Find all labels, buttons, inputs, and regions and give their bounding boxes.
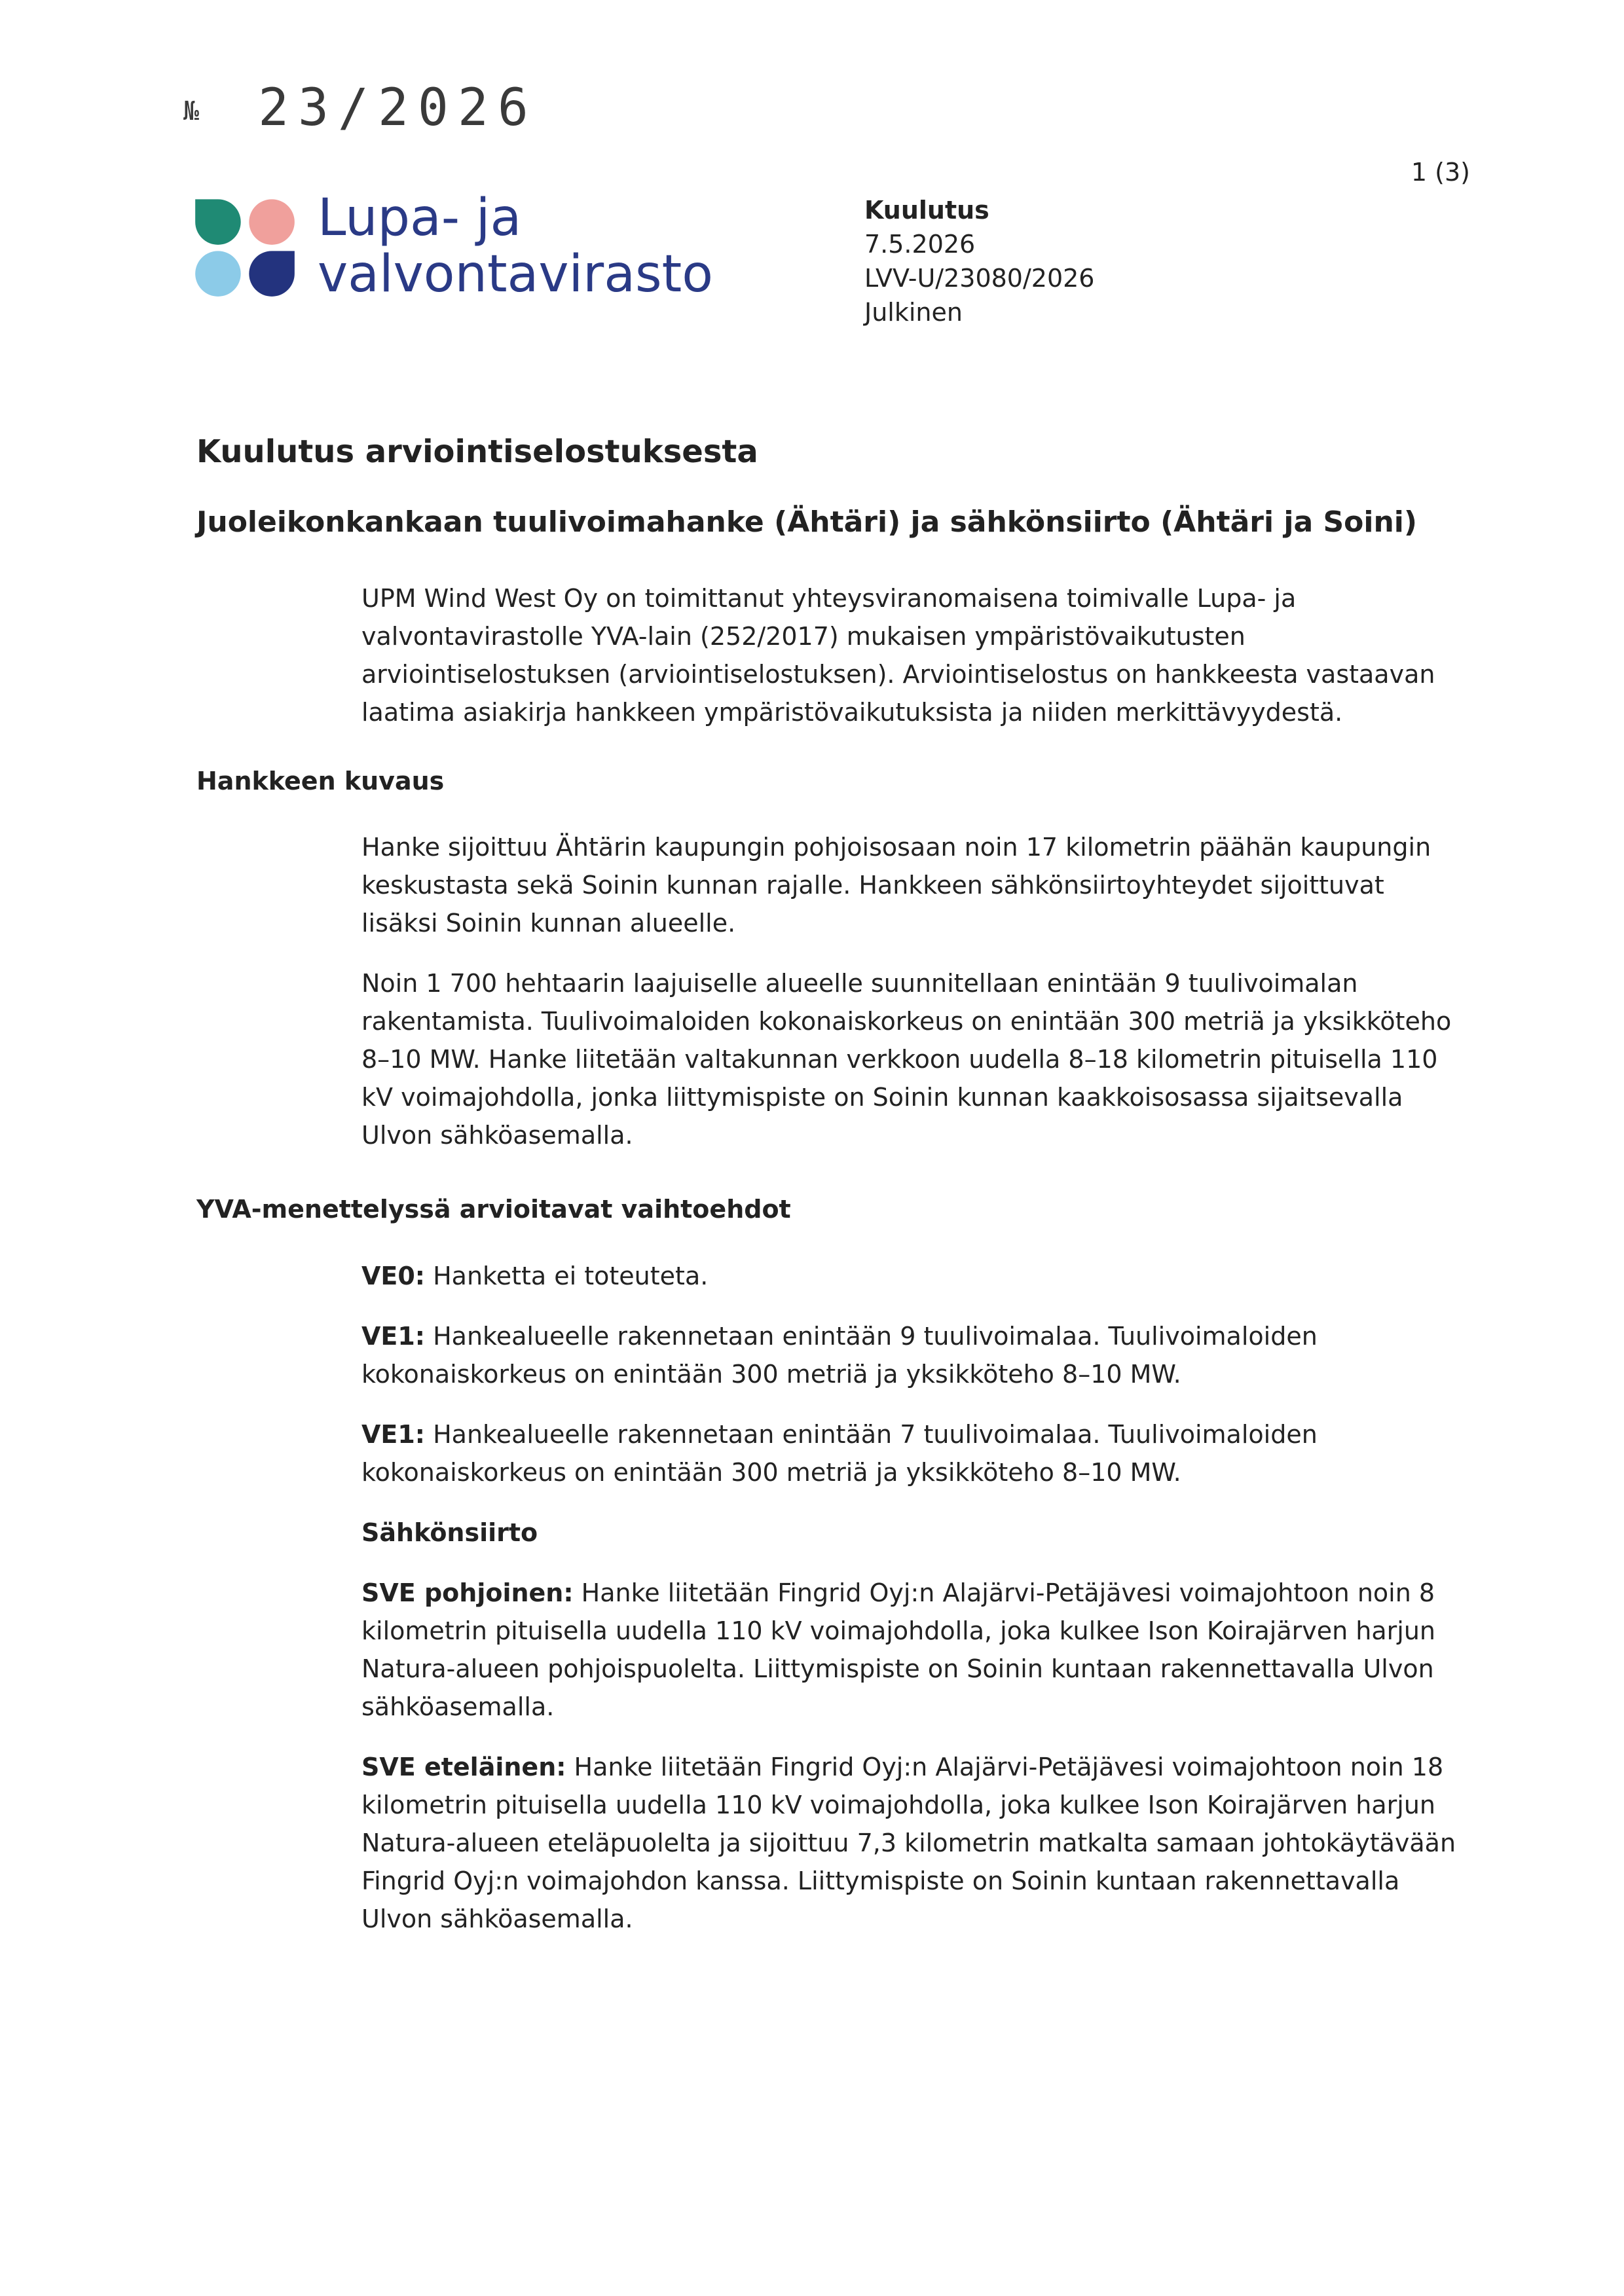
transmission-label: SVE pohjoinen: xyxy=(361,1578,574,1607)
intro-paragraph: UPM Wind West Oy on toimittanut yhteysviranomaisena toimivalle Lupa- ja valvontavirastolle YVA-lain (252/2017) mukaisen ympäristövaikutusten arviointiselostuksen (arviointiselostuksen). Arviointiselostus on hankkeesta vastaavan laatima asiakirja hankkeen ympäristövaikutuksista ja niiden merkittävyydestä. xyxy=(361,584,1435,727)
alternative-text: Hankealueelle rakennetaan enintään 7 tuulivoimalaa. Tuulivoimaloiden kokonaiskorkeus on enintään 300 metriä ja yksikköteho 8–10 MW. xyxy=(361,1420,1318,1487)
stamp-number: 23/2026 xyxy=(258,79,538,137)
alternative-label: VE1: xyxy=(361,1322,426,1351)
logo-line-2: valvontavirasto xyxy=(318,245,713,304)
alternative-label: VE0: xyxy=(361,1262,426,1290)
page-number: 1 (3) xyxy=(1411,158,1470,187)
transmission-item xyxy=(361,1748,1462,1938)
alternative-text: Hanketta ei toteuteta. xyxy=(425,1262,709,1290)
agency-logo xyxy=(193,189,730,304)
document-kind: Kuulutus xyxy=(864,196,989,225)
registry-stamp xyxy=(183,79,538,137)
alternatives-heading: YVA-menettelyssä arvioitavat vaihtoehdot xyxy=(196,1195,791,1224)
logo-wordmark xyxy=(318,190,737,302)
alternative-item xyxy=(361,1257,1462,1295)
transmission-text: Hanke liitetään Fingrid Oyj:n Alajärvi-Petäjävesi voimajohtoon noin 8 kilometrin pituisella uudella 110 kV voimajohdolla, joka kulkee Ison Koirajärven harjun Natura-alueen pohjoispuolelta. Liittymispiste on Soinin kuntaan rakennettavalla Ulvon sähköasemalla. xyxy=(361,1578,1435,1721)
logo-line-1: Lupa- ja xyxy=(318,189,522,247)
stamp-mark: № xyxy=(183,96,200,126)
transmission-heading: Sähkönsiirto xyxy=(361,1518,538,1547)
document-reference: LVV-U/23080/2026 xyxy=(864,264,1095,293)
alternative-item xyxy=(361,1415,1462,1491)
project-block xyxy=(361,828,1462,1176)
transmission-text: Hanke liitetään Fingrid Oyj:n Alajärvi-Petäjävesi voimajohtoon noin 18 kilometrin pituisella uudella 110 kV voimajohdolla, joka kulkee Ison Koirajärven harjun Natura-alueen eteläpuolelta ja sijoittuu 7,3 kilometrin matkalta samaan johtokäytävään Fingrid Oyj:n voimajohdon kanssa. Liittymispiste on Soinin kuntaan rakennettavalla Ulvon sähköasemalla. xyxy=(361,1753,1456,1933)
page-subtitle: Juoleikonkankaan tuulivoimahanke (Ähtäri) ja sähkönsiirto (Ähtäri ja Soini) xyxy=(196,505,1417,539)
project-heading: Hankkeen kuvaus xyxy=(196,767,445,795)
logo-dots-icon xyxy=(193,195,297,299)
transmission-item xyxy=(361,1574,1462,1726)
alternative-text: Hankealueelle rakennetaan enintään 9 tuulivoimalaa. Tuulivoimaloiden kokonaiskorkeus on enintään 300 metriä ja yksikköteho 8–10 MW. xyxy=(361,1322,1318,1389)
intro-block xyxy=(361,579,1462,754)
alternative-label: VE1: xyxy=(361,1420,426,1449)
document-status: Julkinen xyxy=(864,298,963,327)
transmission-label: SVE eteläinen: xyxy=(361,1753,566,1781)
page-title: Kuulutus arviointiselostuksesta xyxy=(196,433,758,470)
project-paragraph-1: Hanke sijoittuu Ähtärin kaupungin pohjoisosaan noin 17 kilometrin päähän kaupungin keskustasta sekä Soinin kunnan rajalle. Hankkeen sähkönsiirtoyhteydet sijoittuvat lisäksi Soinin kunnan alueelle. xyxy=(361,833,1431,938)
alternative-item xyxy=(361,1317,1462,1393)
alternatives-block xyxy=(361,1257,1462,1960)
project-paragraph-2: Noin 1 700 hehtaarin laajuiselle alueelle suunnitellaan enintään 9 tuulivoimalan rakentamista. Tuulivoimaloiden kokonaiskorkeus on enintään 300 metriä ja yksikköteho 8–10 MW. Hanke liitetään valtakunnan verkkoon uudella 8–18 kilometrin pituisella 110 kV voimajohdolla, jonka liittymispiste on Soinin kunnan kaakkoisosassa sijaitsevalla Ulvon sähköasemalla. xyxy=(361,969,1452,1150)
document-meta xyxy=(864,193,1094,329)
document-date: 7.5.2026 xyxy=(864,230,976,259)
